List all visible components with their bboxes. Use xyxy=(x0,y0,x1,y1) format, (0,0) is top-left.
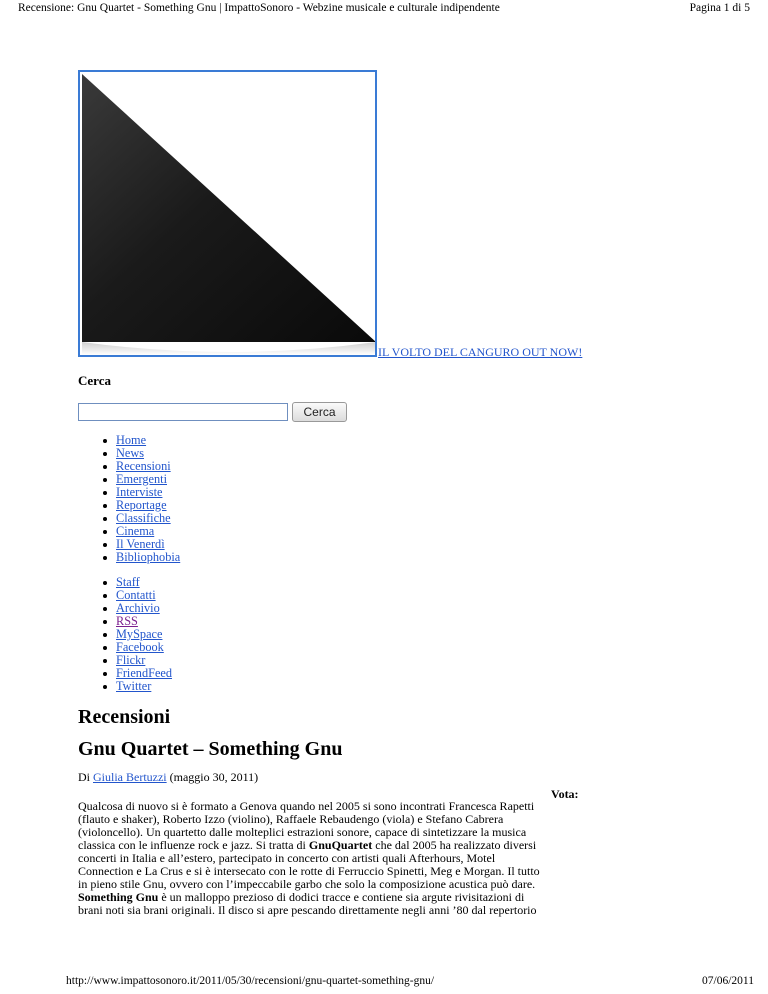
search-button[interactable]: Cerca xyxy=(292,402,347,422)
vote-label: Vota: xyxy=(551,787,579,801)
print-footer-date: 07/06/2011 xyxy=(702,975,754,987)
album-name: Something Gnu xyxy=(78,890,159,904)
print-page-number: Pagina 1 di 5 xyxy=(689,2,750,14)
nav-link-friendfeed[interactable]: FriendFeed xyxy=(116,666,173,680)
body-line: (violoncello). Un quartetto dalle molteplici estrazioni sonore, capace di sintetizzare la musica xyxy=(78,825,527,839)
print-footer-url: http://www.impattosonoro.it/2011/05/30/recensioni/gnu-quartet-something-gnu/ xyxy=(66,975,435,987)
article-title: Gnu Quartet – Something Gnu xyxy=(78,738,343,760)
body-line: concerti in Italia e all’estero, partecipato in concerto con artisti quali Afterhours, Motel xyxy=(78,851,496,865)
nav-link-facebook[interactable]: Facebook xyxy=(116,640,164,654)
section-title: Recensioni xyxy=(78,706,171,728)
nav-link-flickr[interactable]: Flickr xyxy=(116,653,146,667)
nav-link-bibliophobia[interactable]: Bibliophobia xyxy=(116,550,181,564)
nav-link-home[interactable]: Home xyxy=(116,433,147,447)
body-line: classica con le influenze rock e jazz. Si tratta di GnuQuartet che dal 2005 ha realizzato diversi xyxy=(78,838,537,852)
nav-link-interviste[interactable]: Interviste xyxy=(116,485,163,499)
article-date: (maggio 30, 2011) xyxy=(169,770,259,784)
nav-link-emergenti[interactable]: Emergenti xyxy=(116,472,167,486)
body-line: Qualcosa di nuovo si è formato a Genova quando nel 2005 si sono incontrati Francesca Rapetti xyxy=(78,799,535,813)
nav-link-rss[interactable]: RSS xyxy=(116,614,138,628)
body-line: brani noti sia brani originali. Il disco si apre pescando direttamente negli anni ’80 dal repertorio xyxy=(78,903,537,917)
dark-triangle-placeholder-image xyxy=(80,72,375,355)
nav-link-archivio[interactable]: Archivio xyxy=(116,601,160,615)
print-header-title: Recensione: Gnu Quartet - Something Gnu | ImpattoSonoro - Webzine musicale e culturale indipendente xyxy=(18,2,500,14)
list-item xyxy=(103,680,172,693)
nav-link-news[interactable]: News xyxy=(116,446,145,460)
nav-link-classifiche[interactable]: Classifiche xyxy=(116,511,171,525)
body-line: in pieno stile Gnu, ovvero con l’impeccabile garbo che solo la composizione acustica può dare. xyxy=(78,877,536,891)
author-link[interactable]: Giulia Bertuzzi xyxy=(93,770,167,784)
article-body xyxy=(78,800,598,917)
banner-link[interactable]: IL VOLTO DEL CANGURO OUT NOW! xyxy=(378,345,583,359)
nav-link-reportage[interactable]: Reportage xyxy=(116,498,167,512)
byline-prefix: Di xyxy=(78,770,90,784)
body-line: Connection e La Crus e si è intersecato con le rotte di Ferruccio Spinetti, Meg e Morgan. Il tutto xyxy=(78,864,540,878)
nav-link-contatti[interactable]: Contatti xyxy=(116,588,156,602)
nav-link-recensioni[interactable]: Recensioni xyxy=(116,459,171,473)
banner-image[interactable] xyxy=(78,70,377,357)
nav-link-il-venerdi[interactable]: Il Venerdì xyxy=(116,537,165,551)
secondary-nav-list xyxy=(103,576,172,693)
main-nav-list xyxy=(103,434,180,564)
search-input[interactable] xyxy=(78,403,288,421)
search-heading: Cerca xyxy=(78,373,111,388)
list-item xyxy=(103,551,180,564)
nav-link-staff[interactable]: Staff xyxy=(116,575,140,589)
nav-link-cinema[interactable]: Cinema xyxy=(116,524,155,538)
article-byline xyxy=(78,770,258,785)
body-line: (flauto e shaker), Roberto Izzo (violino), Raffaele Rebaudengo (viola) e Stefano Cabrera xyxy=(78,812,504,826)
body-line: Something Gnu è un malloppo prezioso di dodici tracce e contiene sia argute rivisitazioni di xyxy=(78,890,525,904)
band-name: GnuQuartet xyxy=(308,838,373,852)
nav-link-twitter[interactable]: Twitter xyxy=(116,679,152,693)
nav-link-myspace[interactable]: MySpace xyxy=(116,627,163,641)
